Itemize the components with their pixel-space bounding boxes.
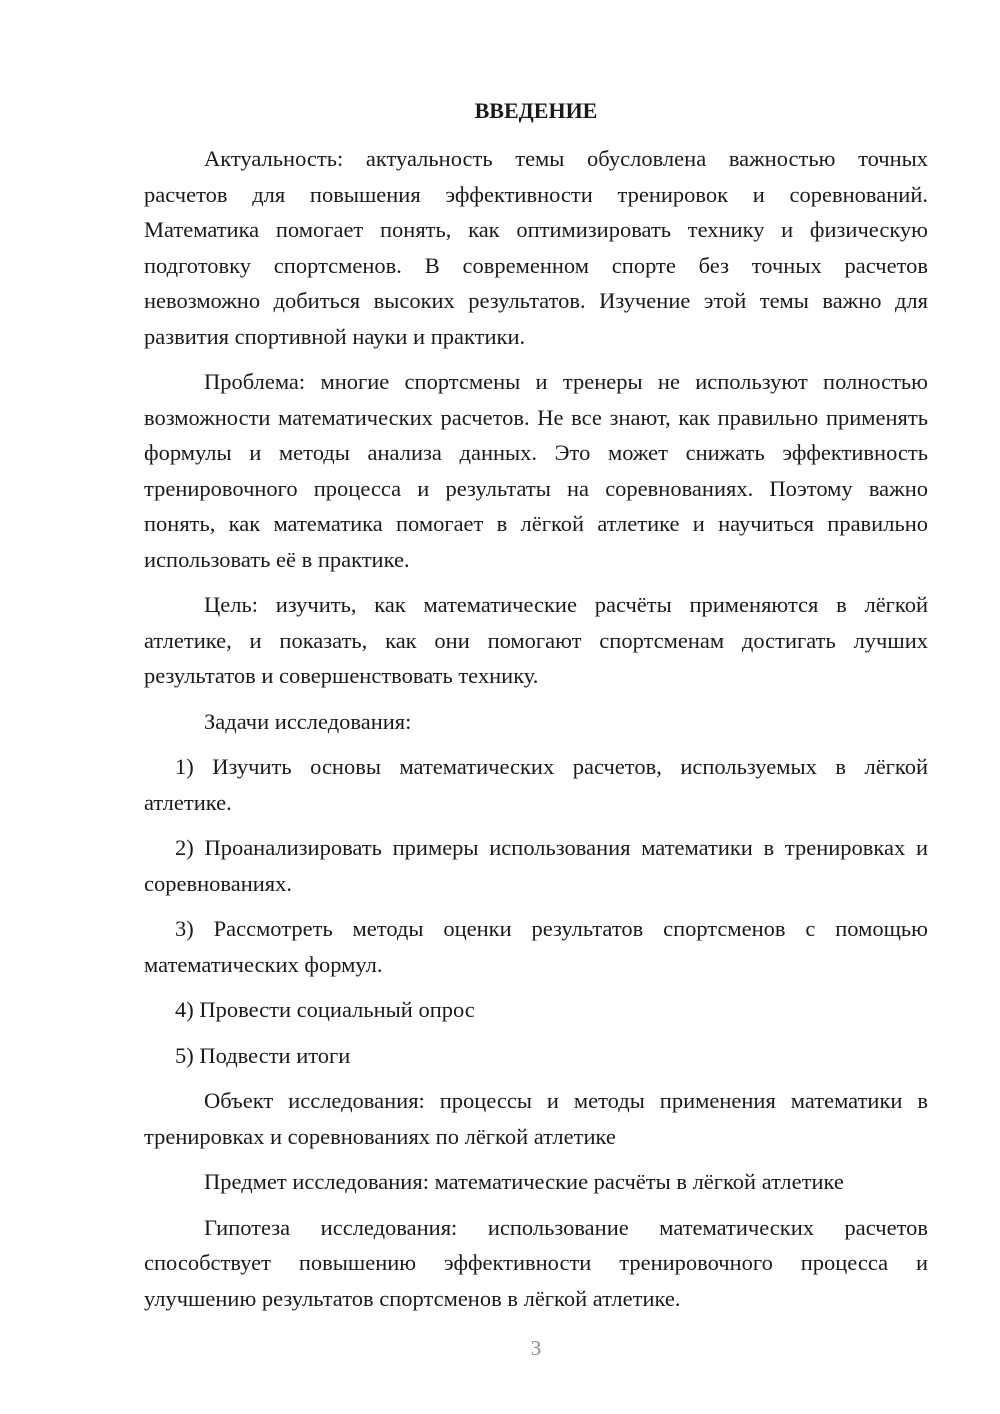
paragraph-goal: Цель: изучить, как математические расчёты применяются в лёгкой атлетике, и показать, как они помогают спортсменам достигать лучших результатов и совершенствовать технику. bbox=[144, 592, 928, 688]
page-number: 3 bbox=[530, 1336, 542, 1360]
paragraph-hypothesis: Гипотеза исследования: использование математических расчетов способствует повышению эффективности тренировочного процесса и улучшению результатов спортсменов в лёгкой атлетике. bbox=[144, 1214, 928, 1311]
document-body bbox=[144, 141, 928, 1326]
paragraph-subject: Предмет исследования: математические расчёты в лёгкой атлетике bbox=[204, 1169, 844, 1194]
task-item-5: 5) Подвести итоги bbox=[175, 1042, 351, 1068]
task-item-4: 4) Провести социальный опрос bbox=[175, 997, 475, 1022]
task-item-3: 3) Рассмотреть методы оценки результатов спортсменов с помощью математических формул. bbox=[144, 916, 928, 977]
task-item-2: 2) Проанализировать примеры использования математики в тренировках и соревнованиях. bbox=[144, 835, 928, 896]
paragraph-object: Объект исследования: процессы и методы применения математики в тренировках и соревнованиях по лёгкой атлетике bbox=[144, 1088, 928, 1149]
document-page bbox=[144, 0, 928, 1414]
paragraph-problem: Проблема: многие спортсмены и тренеры не используют полностью возможности математических расчетов. Не все знают, как правильно применять формулы и методы анализа данных. Это может снижать эффективность тренировочного процесса и результаты на соревнованиях. Поэтому важно понять, как математика помогает в лёгкой атлетике и научиться правильно использовать её в практике. bbox=[144, 369, 928, 572]
tasks-heading: Задачи исследования: bbox=[204, 708, 412, 734]
task-item-1: 1) Изучить основы математических расчетов, используемых в лёгкой атлетике. bbox=[144, 754, 928, 815]
section-title: ВВЕДЕНИЕ bbox=[474, 98, 598, 123]
paragraph-relevance: Актуальность: актуальность темы обусловлена важностью точных расчетов для повышения эффективности тренировок и соревнований. Математика помогает понять, как оптимизировать технику и физическую подготовку спортсменов. В современном спорте без точных расчетов невозможно добиться высоких результатов. Изучение этой темы важно для развития спортивной науки и практики. bbox=[144, 146, 928, 349]
